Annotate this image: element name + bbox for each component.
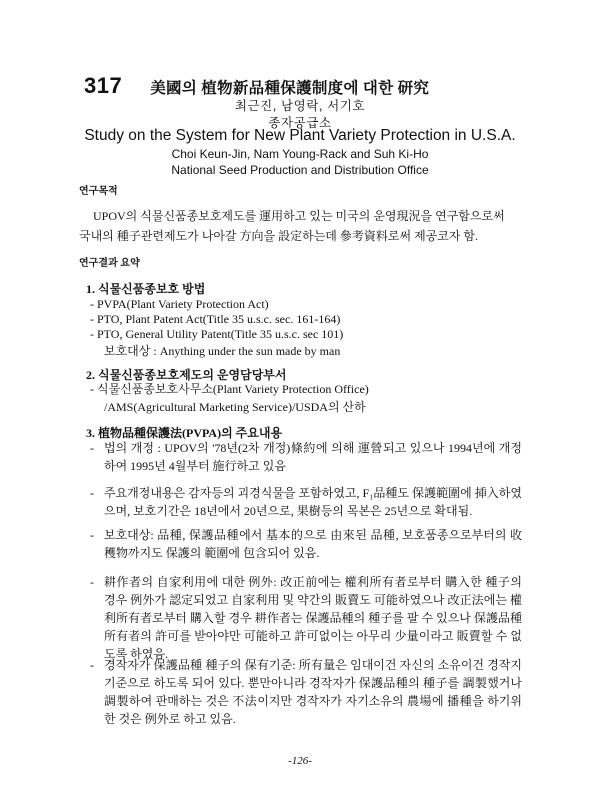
english-organization: National Seed Production and Distribution Office [171,163,429,177]
section-3-bullet-4: - 耕作者의 自家利用에 대한 例外: 改正前에는 權利所有者로부터 購入한 種子의 경우 例外가 認定되었고 自家利用 및 약간의 販賣도 可能하였으나 改正法에는 權利所有者로부터 購入할 경우 耕作者는 保護品種의 種子를 팔 수 있으나 保護品種所有者의 許可를 받아야만 可能하고 許可없이는 아무리 少量이라고 販賣할 수 없도록 하였음. [90,575,522,661]
section-1-item-2: - PTO, Plant Patent Act(Title 35 u.s.c. sec. 161-164) [90,312,341,326]
bullet-text: 보호대상: 品種, 保護品種에서 基本的으로 由來된 品種, 보호품종으로부터의 收穫物까지도 保護의 範圍에 包含되어 있음. [104,528,522,560]
section-3-heading: 3. 植物品種保護法(PVPA)의 주요내용 [86,426,283,440]
english-title: Study on the System for New Plant Variety Protection in U.S.A. [84,127,516,144]
page-number: -126- [288,755,312,767]
korean-authors: 최근진, 남영락, 서기호 [234,99,366,113]
korean-organization: 종자공급소 [268,116,332,130]
section-1-heading: 1. 식물신품종보호 방법 [86,282,206,296]
section-3-bullet-3: - 보호대상: 品種, 保護品種에서 基本的으로 由來된 品種, 보호품종으로부터의 收穫物까지도 保護의 範圍에 包含되어 있음. [90,528,522,560]
section-3-bullet-2: - 주요개정내용은 감자등의 괴경식물을 포함하였고, F₁品種도 保護範圍에 揷入하였으며, 보호기간은 18년에서 20년으로, 果樹등의 목본은 25년으로 확대됨. [90,486,522,518]
section-3-bullet-5: - 경작자가 保護品種 種子의 保有기준: 所有量은 임대이건 자신의 소유이건 경작지 기준으로 하도록 되어 있다. 뿐만아니라 경작자가 保護品種의 種子를 調製했거나 調製하여 판매하는 것은 不法이지만 경작자가 자기소유의 農場에 播種을 하기위한 것은 例外로 하고 있음. [90,658,522,726]
purpose-label: 연구목적 [79,186,118,197]
results-label: 연구결과 요약 [79,258,140,269]
section-2-heading: 2. 식물신품종보호제도의 운영담당부서 [86,368,287,382]
section-1-item-1: - PVPA(Plant Variety Protection Act) [90,297,269,311]
section-1-subitem: 보호대상 : Anything under the sun made by man [104,344,341,358]
section-3-bullet-1: - 법의 개정 : UPOV의 '78년(2차 개정)條約에 의해 運營되고 있으나 1994년에 개정하여 1995년 4월부터 施行하고 있음 [90,441,522,473]
english-authors: Choi Keun-Jin, Nam Young-Rack and Suh Ki-Ho [171,147,429,161]
purpose-text: UPOV의 식물신품종보호제도를 運用하고 있는 미국의 운영現況을 연구함으로써 국내의 種子관련제도가 나아갈 方向을 設定하는데 參考資料로써 제공코자 함. [79,209,505,243]
bullet-text: 주요개정내용은 감자등의 괴경식물을 포함하였고, F₁品種도 保護範圍에 揷入하였으며, 보호기간은 18년에서 20년으로, 果樹등의 목본은 25년으로 확대됨. [104,486,522,518]
bullet-text: 耕作者의 自家利用에 대한 例外: 改正前에는 權利所有者로부터 購入한 種子의 경우 例外가 認定되었고 自家利用 및 약간의 販賣도 可能하였으나 改正法에는 權利所有者로부터 購入할 경우 耕作者는 保護品種의 種子를 팔 수 있으나 保護品種所有者의 許可를 받아야만 可能하고 許可없이는 아무리 少量이라고 販賣할 수 없도록 하였음. [104,575,522,661]
section-2-subitem: /AMS(Agricultural Marketing Service)/USDA의 산하 [104,400,366,414]
section-2-item-1: - 식물신품종보호사무소(Plant Variety Protection Office) [90,382,369,396]
section-1-item-3: - PTO, General Utility Patent(Title 35 u.s.c. sec 101) [90,327,344,341]
article-number: 317 [84,73,123,98]
bullet-text: 경작자가 保護品種 種子의 保有기준: 所有量은 임대이건 자신의 소유이건 경작지 기준으로 하도록 되어 있다. 뿐만아니라 경작자가 保護品種의 種子를 調製했거나 調製하여 판매하는 것은 不法이지만 경작자가 자기소유의 農場에 播種을 하기위한 것은 例外로 하고 있음. [104,658,522,726]
bullet-text: 법의 개정 : UPOV의 '78년(2차 개정)條約에 의해 運營되고 있으나 1994년에 개정하여 1995년 4월부터 施行하고 있음 [104,441,522,473]
korean-title: 美國의 植物新品種保護制度에 대한 研究 [150,80,430,97]
